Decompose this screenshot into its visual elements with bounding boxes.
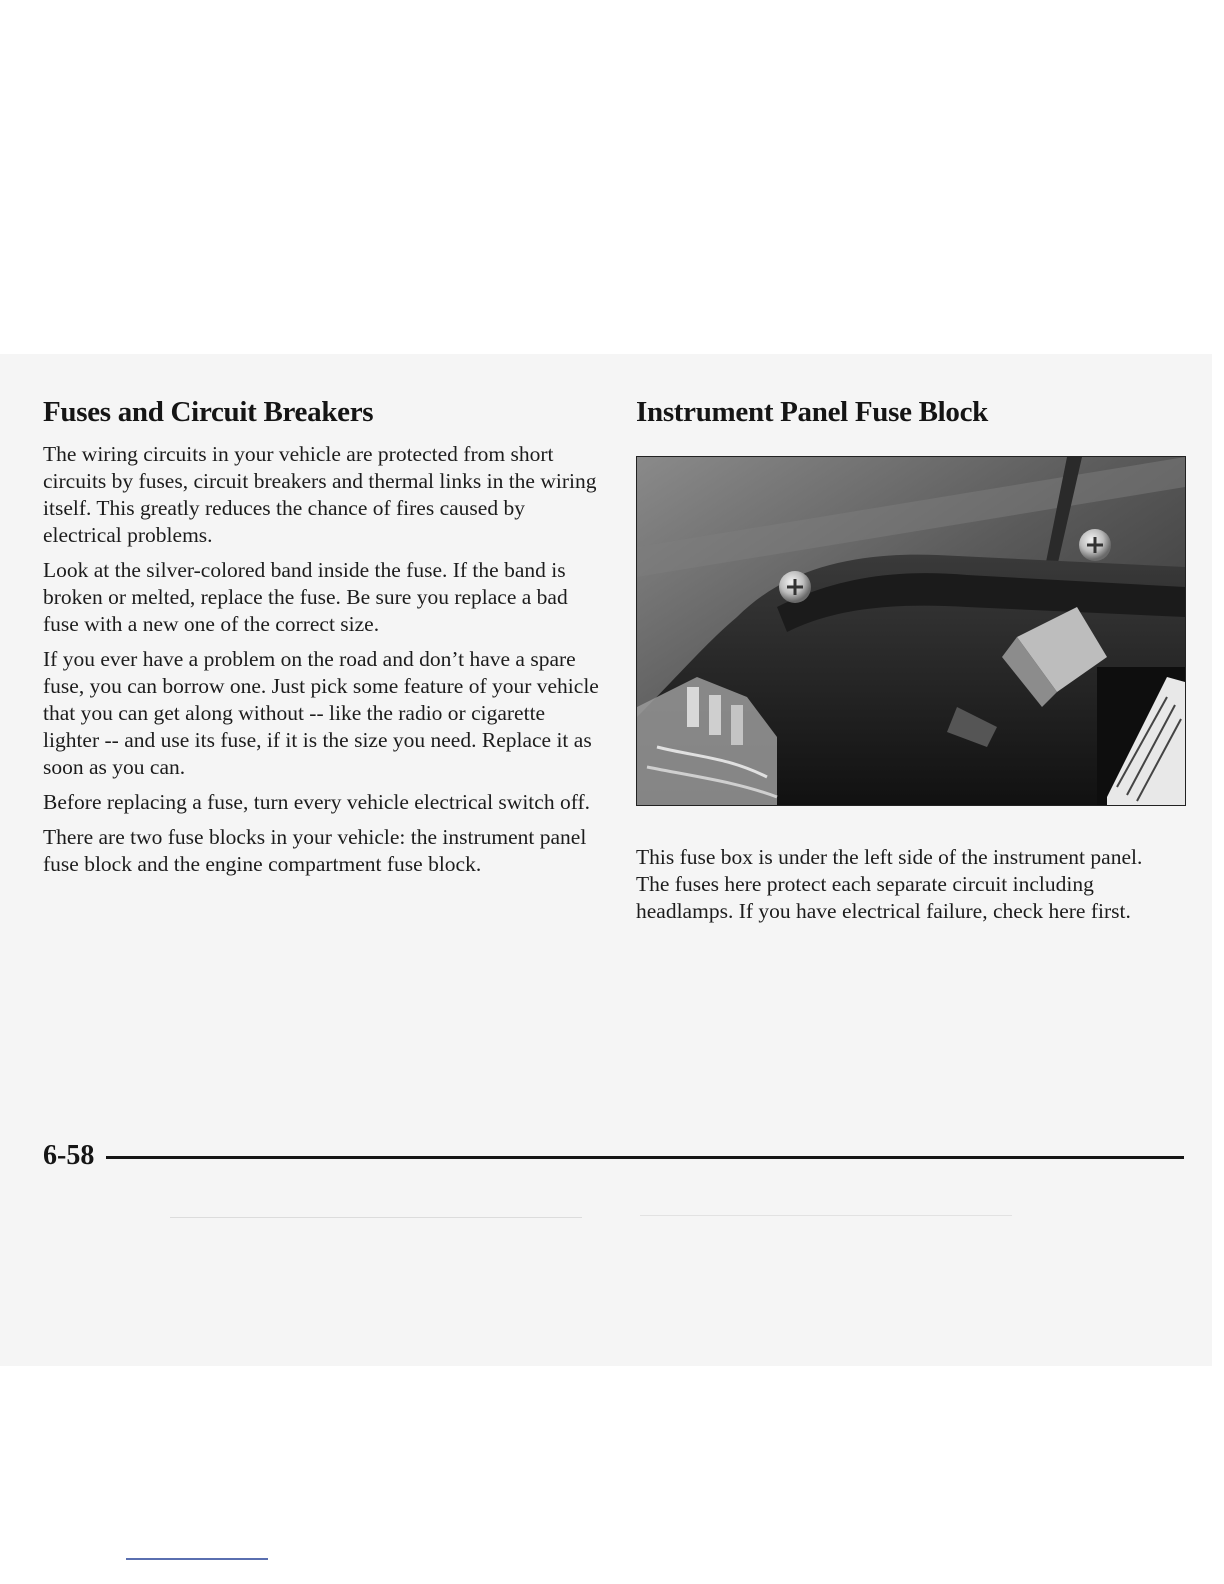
page-number: 6-58 — [43, 1140, 95, 1171]
fuses-heading: Fuses and Circuit Breakers — [43, 396, 374, 428]
left-column — [43, 396, 603, 886]
switch-off-paragraph: Before replacing a fuse, turn every vehicle electrical switch off. — [43, 790, 591, 814]
fuse-block-photo — [636, 456, 1186, 806]
borrow-fuse-paragraph: If you ever have a problem on the road and don’t have a spare fuse, you can borrow one. Just pick some feature of your vehicle that you can get along without -- like the radio or cigarette lighter -- and use its fuse, if it is the size you need. Replace it as soon as you can. — [43, 647, 599, 779]
two-blocks-paragraph: There are two fuse blocks in your vehicle: the instrument panel fuse block and the engine compartment fuse block. — [43, 825, 587, 876]
faint-line-left — [170, 1217, 582, 1218]
instrument-panel-heading: Instrument Panel Fuse Block — [636, 396, 988, 428]
silver-band-paragraph: Look at the silver-colored band inside the fuse. If the band is broken or melted, replace the fuse. Be sure you replace a bad fuse with a new one of the correct size. — [43, 558, 568, 636]
bottom-mark — [126, 1558, 268, 1560]
faint-line-right — [640, 1215, 1012, 1216]
caption-text: This fuse box is under the left side of the instrument panel. The fuses here protect each separate circuit including headlamps. If you have electrical failure, check here first. — [636, 845, 1143, 923]
photo-caption — [636, 844, 1176, 933]
footer-rule — [106, 1156, 1184, 1159]
right-column — [636, 396, 1188, 441]
intro-paragraph: The wiring circuits in your vehicle are protected from short circuits by fuses, circuit breakers and thermal links in the wiring itself. This greatly reduces the chance of fires caused by electrical problems. — [43, 442, 597, 547]
